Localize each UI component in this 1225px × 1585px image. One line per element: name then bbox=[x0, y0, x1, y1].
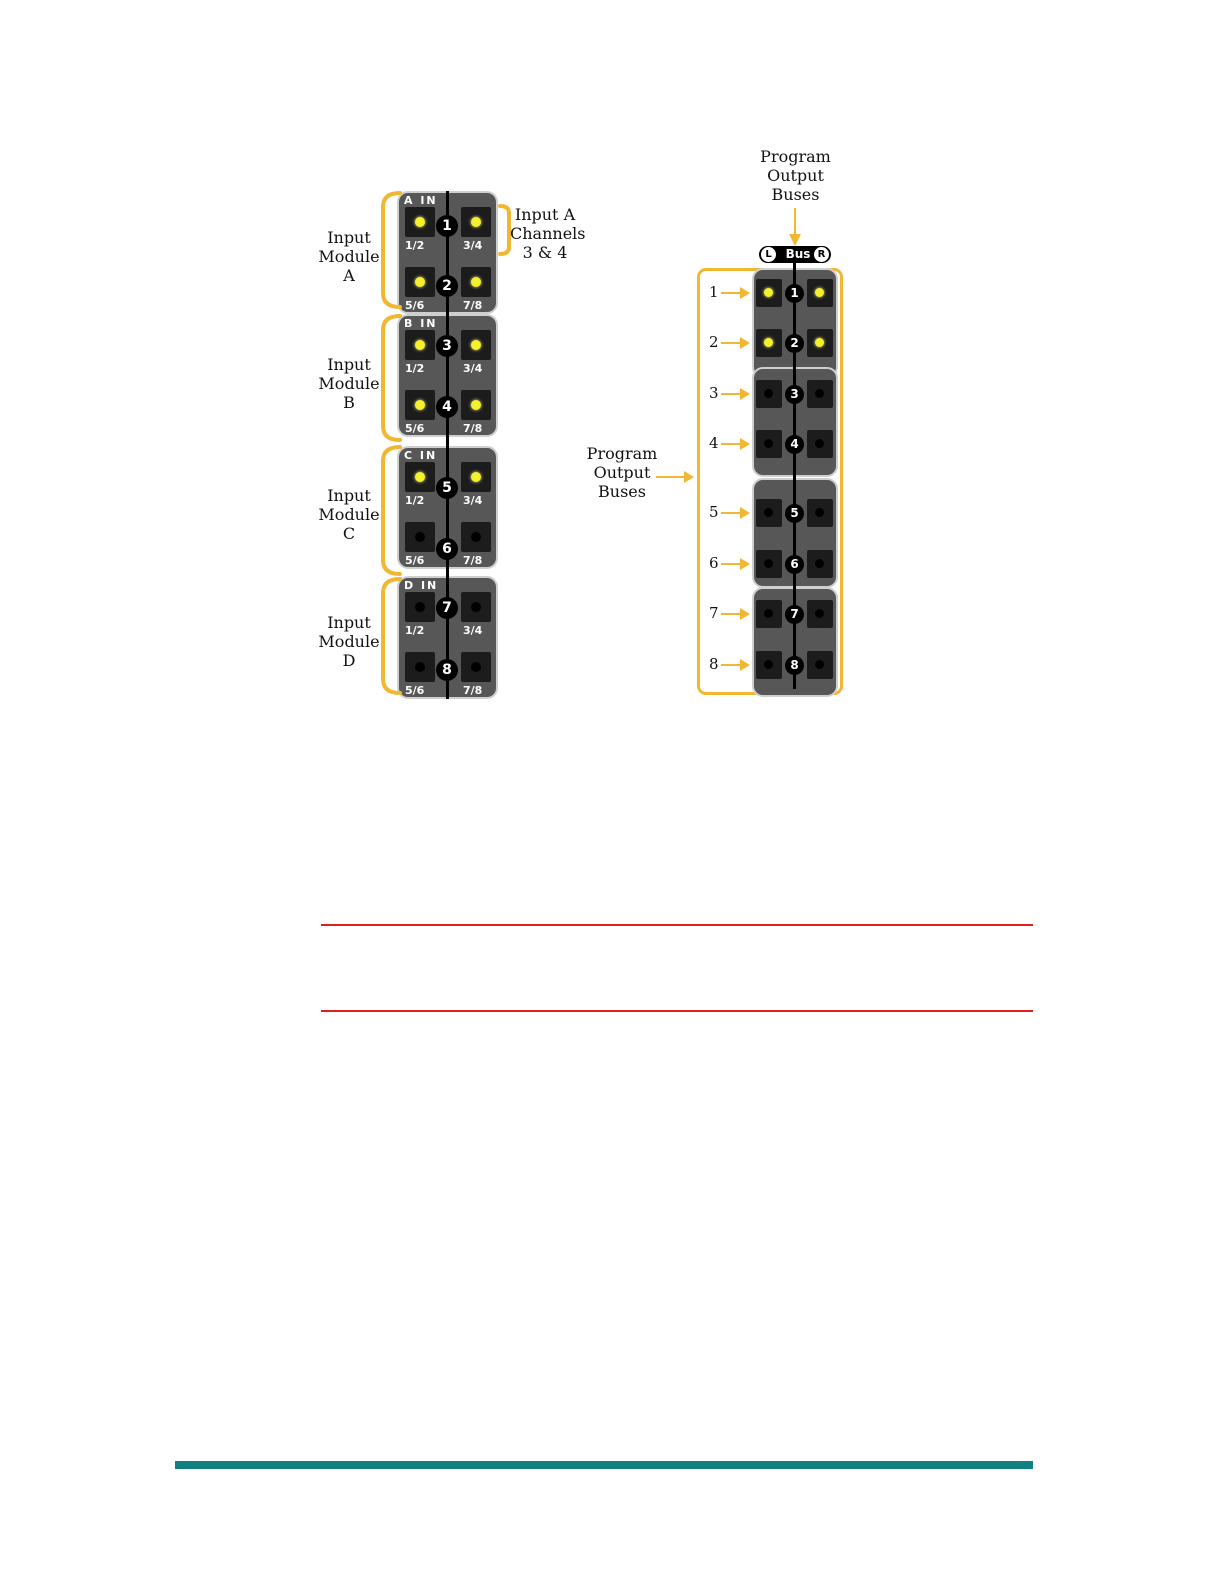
led-indicator bbox=[415, 400, 425, 410]
output-bus-number: 5 bbox=[785, 504, 804, 523]
led-indicator bbox=[415, 340, 425, 350]
channel-pair-label: 5/6 bbox=[405, 422, 425, 435]
input-module-callout: Input Module C bbox=[318, 486, 380, 543]
output-bus-number: 7 bbox=[785, 605, 804, 624]
output-bus-number: 8 bbox=[785, 656, 804, 675]
input-bus-number: 2 bbox=[436, 275, 458, 297]
led-indicator bbox=[815, 288, 824, 297]
bus-assign-button[interactable] bbox=[807, 499, 833, 527]
input-module-callout: Input Module D bbox=[318, 613, 380, 670]
led-indicator bbox=[415, 662, 425, 672]
channel-pair-button[interactable] bbox=[461, 652, 491, 682]
bus-row-label: 8 bbox=[709, 655, 719, 673]
led-indicator bbox=[471, 400, 481, 410]
led-indicator bbox=[415, 217, 425, 227]
input-a-channels-callout: Input A Channels 3 & 4 bbox=[510, 205, 586, 262]
channel-pair-button[interactable] bbox=[461, 462, 491, 492]
bus-row-label: 1 bbox=[709, 283, 719, 301]
input-module-title: A IN bbox=[404, 194, 438, 207]
channel-pair-label: 1/2 bbox=[405, 239, 425, 252]
led-indicator bbox=[815, 660, 824, 669]
channel-pair-label: 1/2 bbox=[405, 624, 425, 637]
led-indicator bbox=[471, 277, 481, 287]
bus-assign-button[interactable] bbox=[807, 651, 833, 679]
led-indicator bbox=[815, 609, 824, 618]
led-indicator bbox=[764, 439, 773, 448]
led-indicator bbox=[415, 277, 425, 287]
channel-pair-label: 1/2 bbox=[405, 362, 425, 375]
bus-row-arrow-line bbox=[721, 342, 741, 344]
output-bus-number: 4 bbox=[785, 435, 804, 454]
led-indicator bbox=[764, 559, 773, 568]
input-bus-number: 7 bbox=[436, 597, 458, 619]
led-indicator bbox=[815, 389, 824, 398]
channel-pair-button[interactable] bbox=[461, 390, 491, 420]
led-indicator bbox=[764, 508, 773, 517]
bus-row-arrow-head bbox=[740, 507, 750, 519]
bus-assign-button[interactable] bbox=[807, 550, 833, 578]
bus-row-arrow-head bbox=[740, 287, 750, 299]
output-routing-line bbox=[793, 262, 796, 689]
channel-pair-label: 3/4 bbox=[463, 624, 483, 637]
channel-pair-button[interactable] bbox=[461, 522, 491, 552]
bus-assign-button[interactable] bbox=[807, 329, 833, 357]
bus-row-arrow-head bbox=[740, 388, 750, 400]
led-indicator bbox=[415, 472, 425, 482]
led-indicator bbox=[815, 439, 824, 448]
bus-pill-label: Bus bbox=[785, 247, 811, 261]
bus-row-arrow-line bbox=[721, 393, 741, 395]
input-bus-number: 8 bbox=[436, 659, 458, 681]
led-indicator bbox=[415, 602, 425, 612]
channel-pair-label: 3/4 bbox=[463, 239, 483, 252]
bus-row-arrow-head bbox=[740, 438, 750, 450]
input-module-callout: Input Module B bbox=[318, 355, 380, 412]
led-indicator bbox=[471, 340, 481, 350]
bus-row-arrow-line bbox=[721, 443, 741, 445]
input-module-title: C IN bbox=[404, 449, 438, 462]
channel-pair-label: 7/8 bbox=[463, 554, 483, 567]
red-rule-top bbox=[321, 924, 1033, 926]
program-output-buses-top-callout: Program Output Buses bbox=[760, 147, 831, 204]
channel-pair-label: 7/8 bbox=[463, 299, 483, 312]
bus-assign-button[interactable] bbox=[756, 499, 782, 527]
led-indicator bbox=[815, 508, 824, 517]
input-bus-number: 6 bbox=[436, 538, 458, 560]
bus-right-marker: R bbox=[814, 247, 829, 262]
bus-assign-button[interactable] bbox=[756, 380, 782, 408]
channel-pair-button[interactable] bbox=[461, 207, 491, 237]
channel-pair-label: 5/6 bbox=[405, 299, 425, 312]
channel-pair-label: 7/8 bbox=[463, 684, 483, 697]
channel-pair-button[interactable] bbox=[461, 267, 491, 297]
input-modules-bracket bbox=[370, 185, 410, 700]
led-indicator bbox=[471, 532, 481, 542]
bus-assign-button[interactable] bbox=[807, 600, 833, 628]
output-bus-number: 1 bbox=[785, 284, 804, 303]
bus-row-label: 6 bbox=[709, 554, 719, 572]
led-indicator bbox=[764, 660, 773, 669]
led-indicator bbox=[764, 389, 773, 398]
bus-assign-button[interactable] bbox=[807, 380, 833, 408]
bus-row-arrow-head bbox=[740, 558, 750, 570]
led-indicator bbox=[764, 288, 773, 297]
top-callout-arrow bbox=[786, 208, 806, 248]
side-callout-arrow-line bbox=[656, 476, 686, 478]
channel-pair-label: 5/6 bbox=[405, 554, 425, 567]
input-bus-number: 4 bbox=[436, 396, 458, 418]
bus-row-arrow-head bbox=[740, 608, 750, 620]
side-callout-arrow-head bbox=[684, 471, 694, 483]
bus-left-marker: L bbox=[761, 247, 776, 262]
teal-footer-rule bbox=[175, 1461, 1033, 1469]
bus-assign-button[interactable] bbox=[756, 430, 782, 458]
channel-pair-label: 7/8 bbox=[463, 422, 483, 435]
led-indicator bbox=[764, 609, 773, 618]
led-indicator bbox=[471, 662, 481, 672]
bus-row-label: 2 bbox=[709, 333, 719, 351]
channel-pair-button[interactable] bbox=[461, 330, 491, 360]
bus-row-label: 4 bbox=[709, 434, 719, 452]
bus-row-arrow-line bbox=[721, 563, 741, 565]
bus-assign-button[interactable] bbox=[807, 430, 833, 458]
output-bus-number: 3 bbox=[785, 385, 804, 404]
channel-pair-label: 5/6 bbox=[405, 684, 425, 697]
input-bus-number: 5 bbox=[436, 477, 458, 499]
channel-pair-label: 1/2 bbox=[405, 494, 425, 507]
input-bus-number: 3 bbox=[436, 335, 458, 357]
input-routing-line bbox=[446, 191, 449, 699]
bus-assign-button[interactable] bbox=[756, 600, 782, 628]
bus-row-arrow-head bbox=[740, 337, 750, 349]
output-bus-number: 6 bbox=[785, 555, 804, 574]
channel-pair-label: 3/4 bbox=[463, 494, 483, 507]
bus-row-label: 5 bbox=[709, 503, 719, 521]
bus-assign-button[interactable] bbox=[756, 329, 782, 357]
bus-pill bbox=[759, 246, 831, 263]
led-indicator bbox=[471, 472, 481, 482]
bus-assign-button[interactable] bbox=[756, 279, 782, 307]
channel-pair-label: 3/4 bbox=[463, 362, 483, 375]
led-indicator bbox=[415, 532, 425, 542]
led-indicator bbox=[471, 602, 481, 612]
bus-row-arrow-line bbox=[721, 664, 741, 666]
bus-row-label: 3 bbox=[709, 384, 719, 402]
red-rule-bottom bbox=[321, 1010, 1033, 1012]
input-bus-number: 1 bbox=[436, 215, 458, 237]
channel-pair-button[interactable] bbox=[461, 592, 491, 622]
program-output-buses-side-callout: Program Output Buses bbox=[586, 444, 658, 501]
output-bus-number: 2 bbox=[785, 334, 804, 353]
bus-assign-button[interactable] bbox=[807, 279, 833, 307]
input-module-title: B IN bbox=[404, 317, 438, 330]
bus-row-label: 7 bbox=[709, 604, 719, 622]
bus-row-arrow-line bbox=[721, 292, 741, 294]
bus-assign-button[interactable] bbox=[756, 550, 782, 578]
bus-row-arrow-line bbox=[721, 613, 741, 615]
bus-row-arrow-head bbox=[740, 659, 750, 671]
bus-row-arrow-line bbox=[721, 512, 741, 514]
led-indicator bbox=[815, 559, 824, 568]
led-indicator bbox=[764, 338, 773, 347]
led-indicator bbox=[815, 338, 824, 347]
led-indicator bbox=[471, 217, 481, 227]
bus-assign-button[interactable] bbox=[756, 651, 782, 679]
input-module-title: D IN bbox=[404, 579, 439, 592]
input-module-callout: Input Module A bbox=[318, 228, 380, 285]
